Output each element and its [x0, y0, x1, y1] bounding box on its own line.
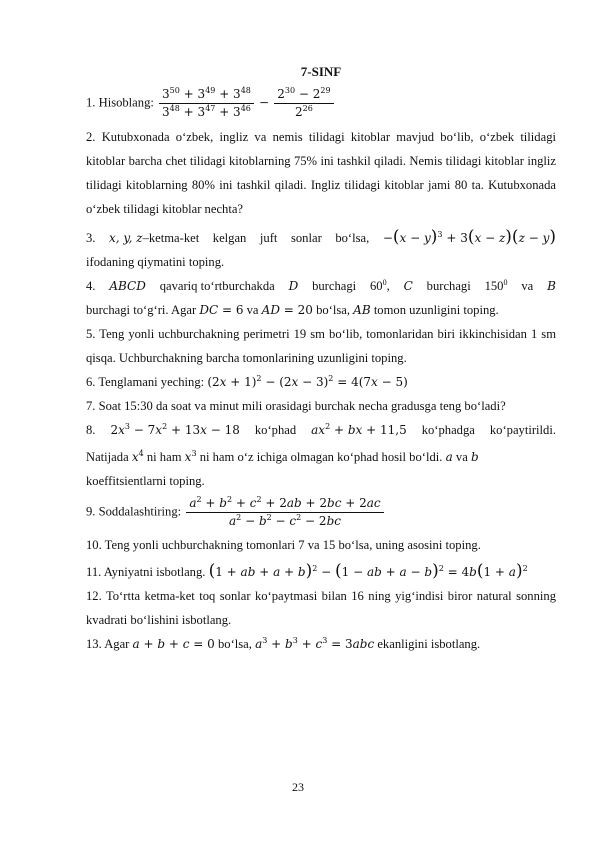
page-number: 23: [292, 780, 304, 794]
problem-1-fraction-a: $\frac{3^{50} + 3^{49} + 3^{48}}{3^{48} + 3^{47} + 3^{46}}$: [159, 86, 254, 121]
problem-2: 2. Kutubxonada o‘zbek, ingliz va nemis tilidagi kitoblar mavjud bo‘lib, o‘zbek tilidagi kitoblar barcha chet tilidagi kitoblarning 75% ini tashkil qiladi. Nemis tilidagi kitoblar ingliz tilidagi kitoblarning 80% ini tashkil qiladi. Ingliz tilidagi kitoblar jami 80 ta. Kutubxonada o‘zbek tilidagi kitoblar nechta?: [86, 130, 556, 216]
problem-8-line-3: koeffitsientlarni toping.: [86, 474, 205, 488]
problem-sheet: [86, 60, 556, 656]
problem-1-label: 1. Hisoblang:: [86, 95, 154, 110]
problem-13: 13. Agar a + b + c = 0 bo‘lsa, $a^3 + b^3 + c^3 = 3abc$ ekanligini isbotlang.: [86, 636, 481, 651]
problem-3-expression: $-(x - y)^3 + 3(x - z)(z - y)$: [382, 227, 556, 247]
problem-9-fraction: $\frac{a^2 + b^2 + c^2 + 2ab + 2bc + 2ac}{a^2 - b^2 - c^2 - 2bc}$: [186, 495, 383, 530]
problem-7: 7. Soat 15:30 da soat va minut mili orasidagi burchak necha gradusga teng bo‘ladi?: [86, 399, 506, 413]
page-title: 7-SINF: [300, 64, 342, 79]
problem-11: 11. Ayniyatni isbotlang. (1 + ab + a + b)$^2$ − (1 − ab + $a - b)^2 = 4b(1 + a)^2$: [86, 561, 528, 581]
problem-4-line-2: burchagi to‘g‘ri. Agar DC = 6 va AD = 20 bo‘lsa, AB tomon uzunligini toping.: [86, 303, 499, 317]
problem-3: 3. x, y, z–ketma-ket kelgan juft sonlar bo‘lsa, $-(x - y)^3 + 3(x - z)(z - y)$: [86, 225, 556, 250]
problem-11-identity: (1 + ab + a + b)$^2$ − (1 − ab + $a - b)^2 = 4b(1 + a)^2$: [208, 561, 528, 581]
problem-5: 5. Teng yonli uchburchakning perimetri 19 sm bo‘lib, tomonlaridan biri ikkinchisidan 1 sm qisqa. Uchburchakning barcha tomonlarining uzunligini toping.: [86, 327, 556, 365]
problem-8-line-2: Natijada $x^4$ ni ham $x^3$ ni ham o‘z ichiga olmagan ko‘phad hosil bo‘ldi. a va b: [86, 449, 479, 464]
problem-3-end: ifodaning qiymatini toping.: [86, 255, 225, 269]
problem-6-equation: $(2x + 1)^2 - (2x - 3)^2 = 4(7x - 5)$: [207, 374, 408, 389]
problem-4: 4. ABCD qavariq to‘rtburchakda D burchagi $60^0$, C burchagi $150^0$ va B: [86, 277, 556, 293]
problem-9: 9. Soddalashtiring: $\frac{a^2 + b^2 + c^2 + 2ab + 2bc + 2ac}{a^2 - b^2 - c^2 - 2bc}$: [86, 495, 556, 530]
problem-10: 10. Teng yonli uchburchakning tomonlari 7 va 15 bo‘lsa, uning asosini toping.: [86, 538, 481, 552]
problem-6: 6. Tenglamani yeching: $(2x + 1)^2 - (2x - 3)^2 = 4(7x - 5)$: [86, 374, 408, 389]
problem-8: 8. $2x^3 - 7x^2 + 13x - 18$ ko‘phad $ax^2$ + bx + 11,5 ko‘phadga ko‘paytirildi.: [86, 422, 556, 437]
problem-12: 12. To‘rtta ketma-ket toq sonlar ko‘paytmasi bilan 16 ning yig‘indisi biror natural sonning kvadrati bo‘lishini isbotlang.: [86, 589, 556, 627]
problem-1-fraction-b: $\frac{2^{30} - 2^{29}}{2^{26}}$: [274, 86, 333, 121]
problem-1: 1. Hisoblang: $\frac{3^{50} + 3^{49} + 3^{48}}{3^{48} + 3^{47} + 3^{46}}$ − $\frac{2^{30} - 2^{29}}{2^{26}}$: [86, 86, 556, 121]
